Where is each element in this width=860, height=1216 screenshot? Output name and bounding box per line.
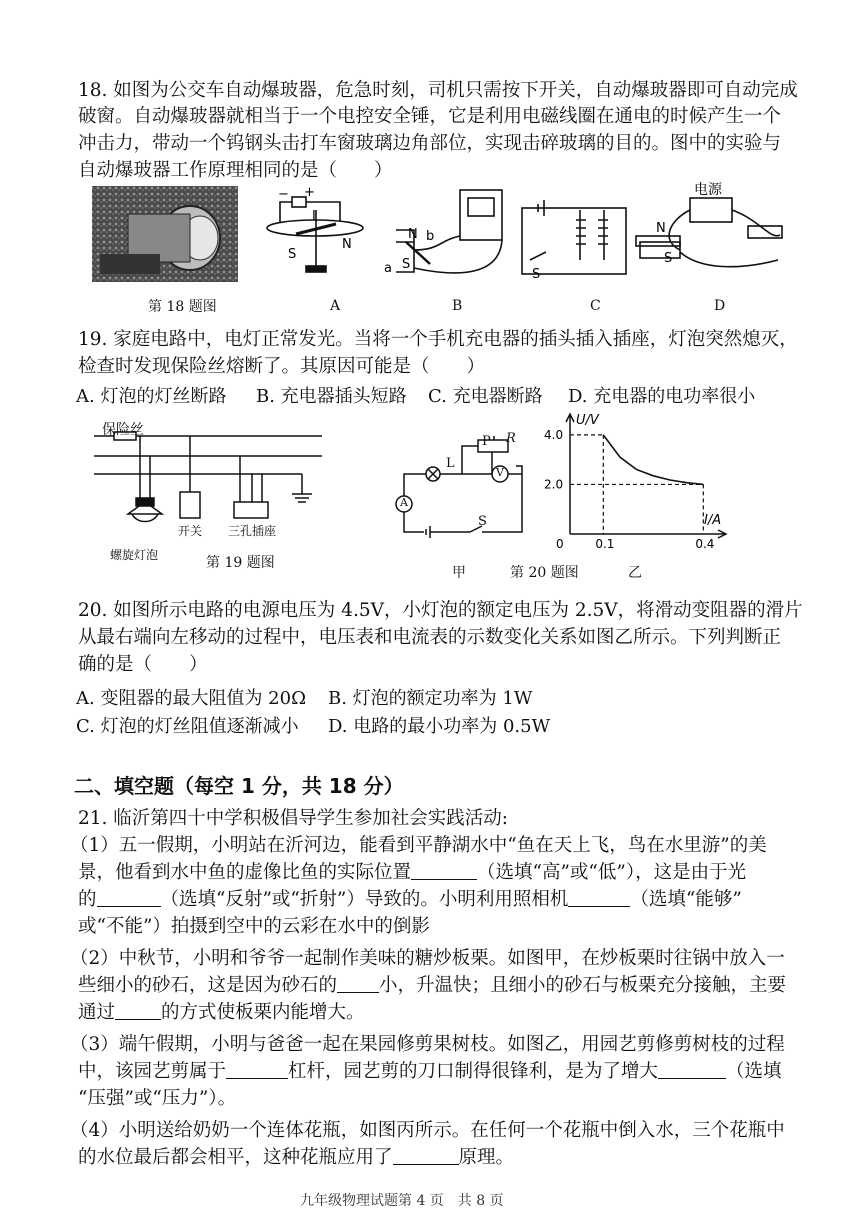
q18-a-S: S: [288, 247, 297, 262]
text: 景，他看到水中鱼的虚像比鱼的实际位置: [78, 862, 412, 883]
q21-p4-line-2: [78, 1145, 778, 1171]
q18-b-b: b: [426, 229, 435, 244]
answer-blank-4[interactable]: [337, 974, 379, 993]
section-title: 二、填空题（每空 1 分，共 18 分）: [74, 774, 404, 798]
q19-caption: 第 19 题图: [206, 555, 275, 571]
q19-fuse-label: 保险丝: [102, 422, 144, 438]
q18-line-4: 自动爆玻器工作原理相同的是（ ）: [78, 160, 393, 181]
q18-c-S: S: [532, 267, 541, 282]
q21-p3-line-1: （3）端午假期，小明与爸爸一起在果园修剪果树枝。如图乙，用园艺剪修剪树枝的过程: [70, 1034, 785, 1055]
q18-d-S: S: [664, 251, 673, 266]
q18-a-N: N: [342, 237, 352, 252]
text: （选填“反射”或“折射”）导致的。小明利用照相机: [160, 889, 569, 910]
q19-switch-label: 开关: [178, 524, 203, 538]
q20-option-d: D. 电路的最小功率为 0.5W: [328, 716, 551, 737]
q18-line-3: 冲击力，带动一个钨钢头击打车窗玻璃边角部位，实现击碎玻璃的目的。图中的实验与: [78, 133, 782, 154]
x-tick-1: 0.1: [595, 537, 615, 550]
x-tick-2: 0.4: [695, 537, 715, 550]
answer-blank-1[interactable]: [411, 861, 477, 880]
q19-option-b: B. 充电器插头短路: [256, 386, 407, 407]
q19-line-1: 19. 家庭电路中，电灯正常发光。当将一个手机充电器的插头插入插座，灯泡突然熄灭，: [78, 329, 798, 350]
q18-photo: [92, 186, 238, 282]
answer-blank-7[interactable]: [658, 1060, 726, 1079]
x-axis-label: I/A: [704, 513, 722, 528]
q20-option-b: B. 灯泡的额定功率为 1W: [328, 688, 533, 709]
q21-p1-line-1: （1）五一假期，小明站在沂河边，能看到平静湖水中“鱼在天上飞，鸟在水里游”的美: [70, 835, 767, 856]
q18-a-plus: +: [304, 185, 315, 200]
q20-label-jia: 甲: [452, 565, 466, 581]
answer-blank-8[interactable]: [393, 1146, 459, 1165]
q19-option-a: A. 灯泡的灯丝断路: [76, 386, 227, 407]
q20-caption: 第 20 题图: [510, 565, 579, 581]
q20-label-R: R: [506, 431, 516, 446]
text: 些细小的砂石，这是因为砂石的: [78, 975, 338, 996]
q18-a-I: I: [312, 209, 316, 224]
answer-blank-6[interactable]: [226, 1060, 288, 1079]
q18-figures: [0, 180, 860, 320]
q18-caption-c: C: [590, 298, 601, 314]
text: （选填“高”或“低”），这是由于光: [477, 862, 747, 883]
q18-b-N: N: [408, 227, 418, 242]
q21-p1-line-4: 或“不能”）拍摄到空中的云彩在水中的倒影: [78, 916, 430, 937]
q21-p3-line-3: “压强”或“压力”）。: [78, 1088, 237, 1109]
text: 中，该园艺剪属于: [78, 1061, 227, 1082]
text: 杠杆，园艺剪的刀口制得很锋利，是为了增大: [288, 1061, 659, 1082]
y-axis-label: U/V: [576, 413, 599, 428]
q18-fig-c: [522, 200, 626, 274]
text: （选填“能够”: [630, 889, 742, 910]
q19-option-c: C. 充电器断路: [428, 386, 543, 407]
ui-curve: [603, 435, 703, 485]
q21-p2-line-1: （2）中秋节，小明和爷爷一起制作美味的糖炒板栗。如图甲，在炒板栗时往锅中放入一: [70, 948, 785, 969]
text: 的方式使板栗内能增大。: [161, 1002, 365, 1023]
q19-line-2: 检查时发现保险丝熔断了。其原因可能是（ ）: [78, 356, 486, 377]
text: （选填: [726, 1061, 782, 1082]
q18-caption-a: A: [330, 298, 341, 314]
x-tick-0: 0: [556, 537, 564, 550]
q18-line-2: 破窗。自动爆玻器就相当于一个电控安全锤，它是利用电磁线圈在通电的时候产生一个: [78, 106, 782, 127]
q19-bulb-label: 螺旋灯泡: [110, 548, 159, 562]
answer-blank-5[interactable]: [115, 1001, 161, 1020]
q21-p1-line-3: [78, 887, 778, 913]
q18-caption-d: D: [714, 298, 726, 314]
q20-line-2: 从最右端向左移动的过程中，电压表和电流表的示数变化关系如图乙所示。下列判断正: [78, 627, 782, 648]
q20-label-L: L: [446, 456, 455, 471]
q18-caption-b: B: [452, 298, 463, 314]
y-tick-0: 2.0: [544, 477, 564, 492]
q18-b-S: S: [402, 257, 411, 272]
answer-blank-2[interactable]: [97, 888, 161, 907]
q20-label-S: S: [478, 514, 487, 529]
q20-label-P: P: [482, 434, 491, 449]
text: 通过: [78, 1002, 116, 1023]
q21-p2-line-2: [78, 973, 787, 999]
q20-option-c: C. 灯泡的灯丝阻值逐渐减小: [76, 716, 299, 737]
answer-blank-3[interactable]: [568, 888, 630, 907]
text: 小，升温快；且细小的砂石与板栗充分接触，主要: [379, 975, 787, 996]
q18-b-a: a: [384, 261, 392, 276]
q20-line-3: 确的是（ ）: [78, 654, 208, 675]
text: 原理。: [458, 1147, 515, 1168]
q19-option-d: D. 充电器的电功率很小: [568, 386, 756, 407]
q21-p4-line-1: （4）小明送给奶奶一个连体花瓶，如图丙所示。在任何一个花瓶中倒入水，三个花瓶中: [70, 1120, 785, 1141]
q20-option-a: A. 变阻器的最大阻值为 20Ω: [76, 688, 306, 709]
q18-caption: 第 18 题图: [148, 299, 217, 315]
q19-socket-label: 三孔插座: [228, 524, 277, 538]
q20-line-1: 20. 如图所示电路的电源电压为 4.5V，小灯泡的额定电压为 2.5V，将滑动变阻器的滑片: [78, 600, 803, 621]
text: 的水位最后都会相平，这种花瓶应用了: [78, 1147, 393, 1168]
q21-p3-line-2: [78, 1059, 782, 1085]
q20-label-A: A: [400, 496, 408, 509]
y-tick-1: 4.0: [544, 427, 564, 442]
q18-d-N: N: [656, 221, 666, 236]
q18-d-power: 电源: [694, 182, 722, 198]
q20-label-V: V: [496, 466, 504, 479]
q18-line-1: 18. 如图为公交车自动爆玻器，危急时刻，司机只需按下开关，自动爆玻器即可自动完成: [78, 80, 798, 101]
q18-a-minus: −: [278, 187, 289, 202]
text: 的: [78, 889, 97, 910]
page-footer: 九年级物理试题第 4 页 共 8 页: [300, 1193, 504, 1209]
q21-intro: 21. 临沂第四十中学积极倡导学生参加社会实践活动:: [78, 808, 509, 829]
q21-p1-line-2: [78, 860, 778, 886]
q21-p2-line-3: [78, 1000, 778, 1026]
q20-graph: [530, 410, 730, 550]
q20-label-yi: 乙: [628, 565, 642, 581]
